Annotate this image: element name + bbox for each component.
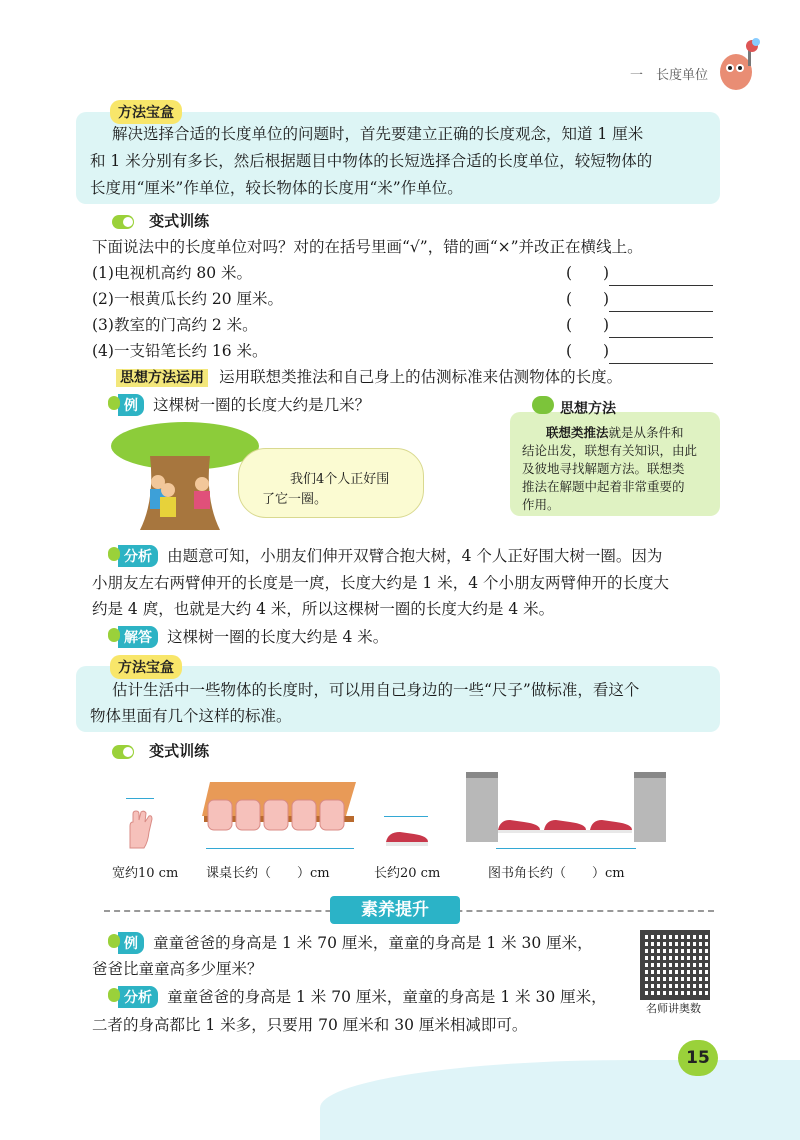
example-1-badge: 例	[118, 394, 144, 416]
answer-blank-1[interactable]	[609, 271, 713, 286]
think-method-line-1: 联想类推法就是从条件和	[546, 425, 684, 440]
caption-desk: 课桌长约（ ）cm	[206, 866, 330, 881]
shoe-icon	[384, 826, 430, 848]
section-header: 一 长度单位	[630, 68, 709, 83]
thinking-row	[116, 364, 622, 390]
analysis-1-line-2: 小朋友左右两臂伸开的长度是一庹，长度大约是 1 米，4 个小朋友两臂伸开的长度大	[92, 574, 670, 592]
speech-bubble-line-1: 我们4个人正好围	[290, 472, 390, 487]
desk-with-hands-illustration	[200, 776, 360, 842]
think-method-line-5: 作用。	[522, 497, 560, 512]
example-2-row	[108, 930, 593, 956]
qr-code[interactable]	[640, 930, 710, 1000]
shoe-length-ruler	[384, 816, 428, 817]
think-method-title: 思想方法	[560, 401, 616, 417]
answer-bracket-1[interactable]	[566, 260, 713, 286]
answer-1-text: 这棵树一圈的长度大约是 4 米。	[167, 628, 389, 646]
section-banner: 素养提升	[330, 896, 460, 924]
analysis-1-line-3: 约是 4 庹，也就是大约 4 米，所以这棵树一圈的长度大约是 4 米。	[92, 600, 555, 618]
analysis-1-line-1: 由题意可知，小朋友们伸开双臂合抱大树，4 个人正好围大树一圈。因为	[167, 547, 663, 565]
answer-blank-4[interactable]	[609, 349, 713, 364]
desk-length-ruler	[206, 848, 354, 849]
mascot-icon	[712, 38, 764, 96]
method-box-1-line-3: 长度用“厘米”作单位，较长物体的长度用“米”作单位。	[90, 179, 463, 197]
practice-1-item-3: (3)教室的门高约 2 米。	[92, 316, 258, 334]
answer-1-badge: 解答	[118, 626, 158, 648]
method-box-1-line-1: 解决选择合适的长度单位的问题时，首先要建立正确的长度观念，知道 1 厘米	[112, 125, 644, 143]
example-2-badge: 例	[118, 932, 144, 954]
analysis-2-row	[108, 984, 607, 1010]
book-corner-ruler	[496, 848, 636, 849]
pill-icon	[112, 215, 134, 229]
method-box-1-line-2: 和 1 米分别有多长，然后根据题目中物体的长短选择合适的长度单位，较短物体的	[90, 152, 653, 170]
speech-bubble-line-2: 了它一圈。	[262, 492, 328, 507]
answer-bracket-2[interactable]	[566, 286, 713, 312]
page-number: 15	[678, 1040, 718, 1076]
hand-icon	[124, 810, 156, 850]
caption-hand: 宽约10 cm	[112, 866, 179, 881]
practice-1-item-1: (1)电视机高约 80 米。	[92, 264, 253, 282]
answer-1-row	[108, 624, 388, 650]
answer-blank-2[interactable]	[609, 297, 713, 312]
caption-shoe: 长约20 cm	[374, 866, 441, 881]
answer-blank-3[interactable]	[609, 323, 713, 338]
practice-1-heading	[112, 210, 209, 231]
caption-book-corner: 图书角长约（ ）cm	[488, 866, 625, 881]
left-wall-icon	[466, 772, 498, 842]
method-box-2-line-1: 估计生活中一些物体的长度时，可以用自己身边的一些“尺子”做标准，看这个	[112, 681, 640, 699]
bottom-wave	[320, 1060, 800, 1140]
answer-bracket-4[interactable]	[566, 338, 713, 364]
thinking-text: 运用联想类推法和自己身上的估测标准来估测物体的长度。	[219, 368, 623, 386]
shoes-row-illustration	[496, 812, 636, 836]
right-wall-icon	[634, 772, 666, 842]
answer-bracket-3[interactable]	[566, 312, 713, 338]
practice-1-intro: 下面说法中的长度单位对吗？对的在括号里画“√”，错的画“×”并改正在横线上。	[92, 238, 643, 256]
thinking-tag: 思想方法运用	[116, 369, 208, 387]
practice-2-title: 变式训练	[149, 742, 210, 760]
hand-width-ruler	[126, 798, 154, 799]
example-1-row	[108, 392, 370, 418]
analysis-2-line-1: 童童爸爸的身高是 1 米 70 厘米，童童的身高是 1 米 30 厘米，	[167, 988, 607, 1006]
practice-2-heading	[112, 740, 209, 761]
qr-caption: 名师讲奥数	[646, 1002, 701, 1015]
analysis-1-badge: 分析	[118, 545, 158, 567]
analysis-2-line-2: 二者的身高都比 1 米多，只要用 70 厘米和 30 厘米相减即可。	[92, 1016, 528, 1034]
method-box-2-title: 方法宝盒	[110, 655, 182, 679]
frog-icon	[532, 396, 554, 414]
practice-1-title: 变式训练	[149, 212, 210, 230]
practice-1-item-4: (4)一支铅笔长约 16 米。	[92, 342, 268, 360]
think-method-line-3: 及彼地寻找解题方法。联想类	[522, 461, 685, 476]
analysis-1-row	[108, 543, 662, 569]
answer-bracket-1-text: ( )	[566, 264, 610, 282]
pill-icon-2	[112, 745, 134, 759]
example-2-line-2: 爸爸比童童高多少厘米？	[92, 960, 263, 978]
answer-bracket-4-text: ( )	[566, 342, 610, 360]
answer-bracket-2-text: ( )	[566, 290, 610, 308]
think-method-line-2: 结论出发，联想有关知识，由此	[522, 443, 698, 458]
method-box-1-title: 方法宝盒	[110, 100, 182, 124]
think-method-bold: 联想类推法	[546, 425, 609, 440]
analysis-2-badge: 分析	[118, 986, 158, 1008]
example-1-question: 这棵树一圈的长度大约是几米？	[153, 396, 371, 414]
answer-bracket-3-text: ( )	[566, 316, 610, 334]
practice-1-item-2: (2)一根黄瓜长约 20 厘米。	[92, 290, 284, 308]
think-method-line-4: 推法在解题中起着非常重要的	[522, 479, 685, 494]
example-2-line-1: 童童爸爸的身高是 1 米 70 厘米，童童的身高是 1 米 30 厘米，	[153, 934, 593, 952]
method-box-2-line-2: 物体里面有几个这样的标准。	[90, 707, 292, 725]
